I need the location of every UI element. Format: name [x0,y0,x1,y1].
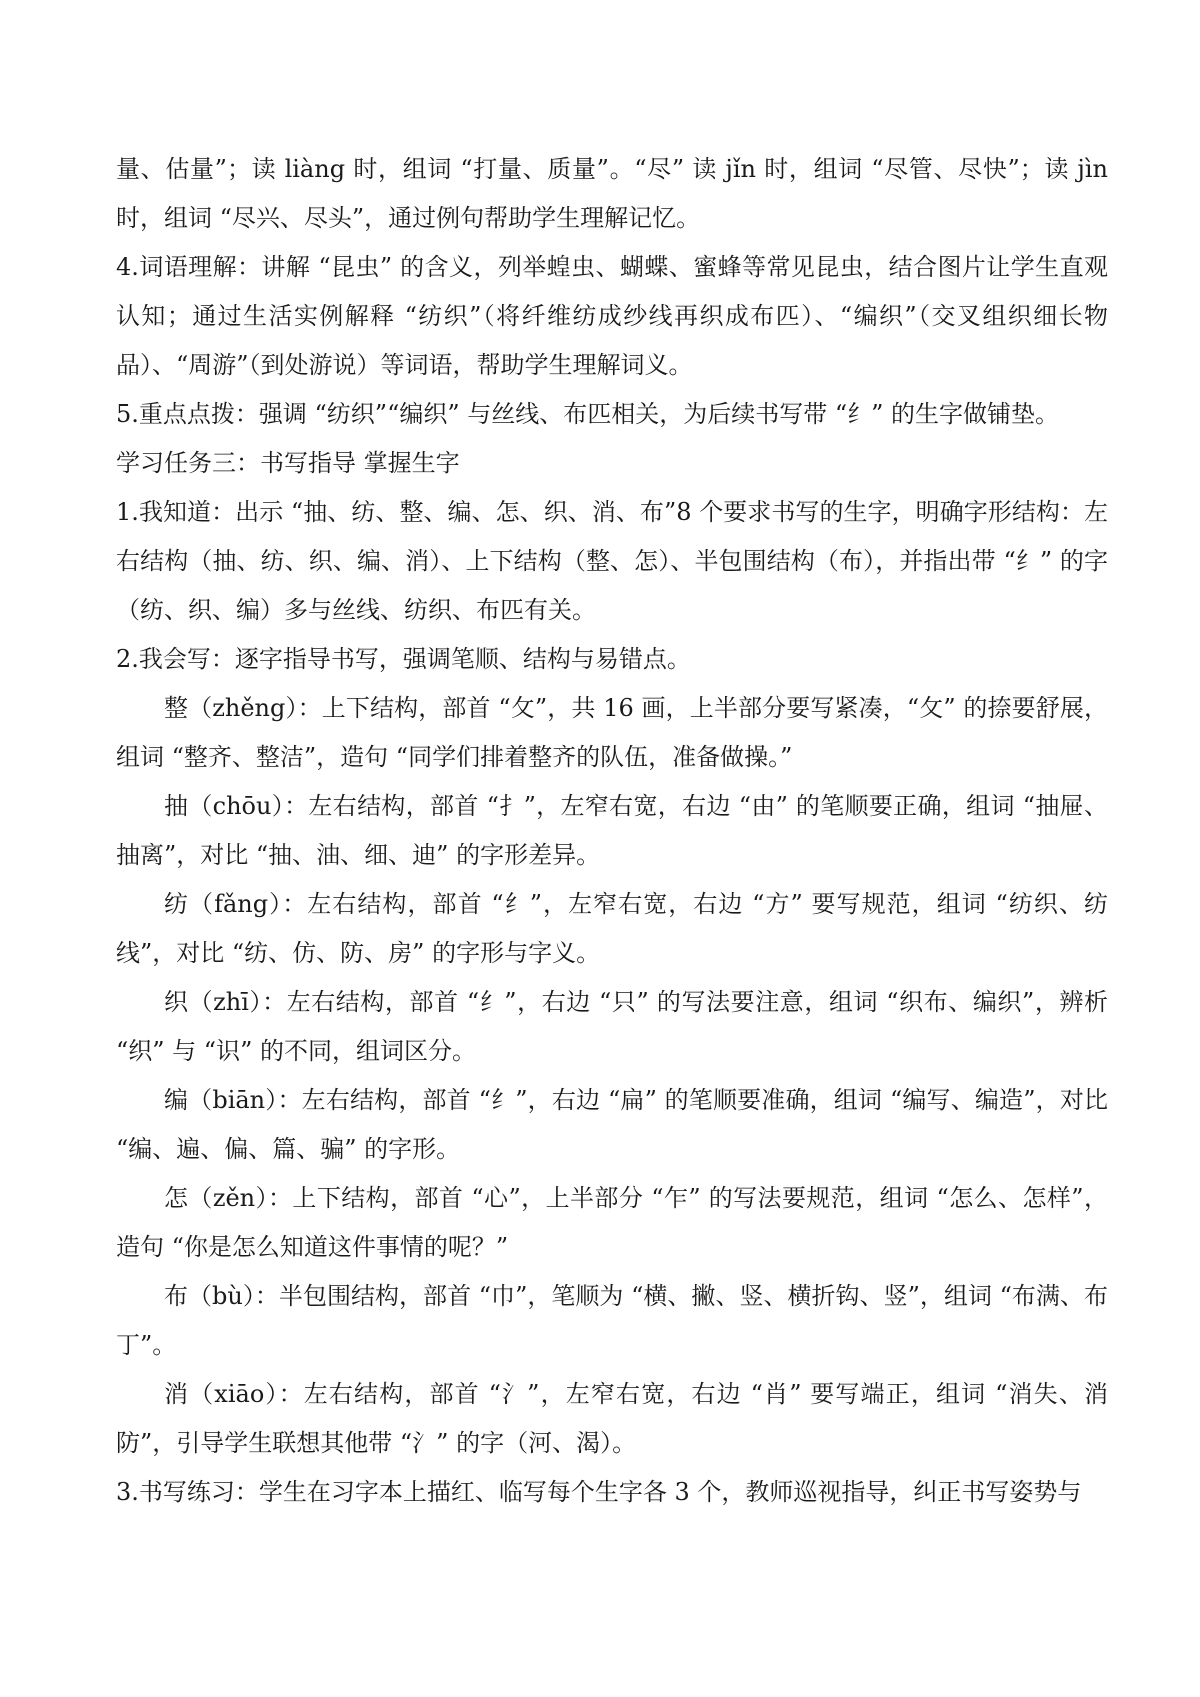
character-entry-bian: 编（biān）：左右结构，部首 “纟”，右边 “扁” 的笔顺要准确，组词 “编写、编造”，对比 “编、遍、偏、篇、骗” 的字形。 [116,1086,1108,1163]
paragraph-key-points: 5.重点点拨：强调 “纺织”“编织” 与丝线、布匹相关，为后续书写带 “纟” 的生字做铺垫。 [116,400,1060,428]
character-entry-fang: 纺（fǎng）：左右结构，部首 “纟”，左窄右宽，右边 “方” 要写规范，组词 “纺织、纺线”，对比 “纺、仿、防、房” 的字形与字义。 [116,890,1108,967]
character-entry-zheng: 整（zhěng）：上下结构，部首 “攵”，共 16 画，上半部分要写紧凑，“攵” 的捺要舒展，组词 “整齐、整洁”，造句 “同学们排着整齐的队伍，准备做操。” [116,694,1108,771]
character-entry-bu: 布（bù）：半包围结构，部首 “巾”，笔顺为 “横、撇、竖、横折钩、竖”，组词 “布满、布丁”。 [116,1282,1108,1359]
document-body [116,145,1108,1517]
character-entry-xiao: 消（xiāo）：左右结构，部首 “氵”，左窄右宽，右边 “肖” 要写端正，组词 “消失、消防”，引导学生联想其他带 “氵” 的字（河、渴）。 [116,1380,1108,1457]
paragraph-pronunciation-tail: 量、估量”；读 liàng 时，组词 “打量、质量”。“尽” 读 jǐn 时，组词 “尽管、尽快”；读 jìn 时，组词 “尽兴、尽头”，通过例句帮助学生理解记忆。 [116,155,1108,232]
paragraph-i-know: 1.我知道：出示 “抽、纺、整、编、怎、织、消、布”8 个要求书写的生字，明确字形结构：左右结构（抽、纺、织、编、消）、上下结构（整、怎）、半包围结构（布），并指出带 “纟” 的字（纺、织、编）多与丝线、纺织、布匹有关。 [116,498,1108,624]
character-entry-chou: 抽（chōu）：左右结构，部首 “扌”，左窄右宽，右边 “由” 的笔顺要正确，组词 “抽屉、抽离”，对比 “抽、油、细、迪” 的字形差异。 [116,792,1108,869]
section-heading-task-three: 学习任务三：书写指导 掌握生字 [116,449,460,477]
paragraph-i-can-write: 2.我会写：逐字指导书写，强调笔顺、结构与易错点。 [116,645,691,673]
paragraph-word-understanding: 4.词语理解：讲解 “昆虫” 的含义，列举蝗虫、蝴蝶、蜜蜂等常见昆虫，结合图片让学生直观认知；通过生活实例解释 “纺织”（将纤维纺成纱线再织成布匹）、“编织”（交叉组织细长物品）、“周游”（到处游说）等词语，帮助学生理解词义。 [116,253,1108,379]
character-entry-zen: 怎（zěn）：上下结构，部首 “心”，上半部分 “乍” 的写法要规范，组词 “怎么、怎样”，造句 “你是怎么知道这件事情的呢？” [116,1184,1108,1261]
paragraph-writing-practice: 3.书写练习：学生在习字本上描红、临写每个生字各 3 个，教师巡视指导，纠正书写姿势与 [116,1478,1082,1506]
character-entry-zhi: 织（zhī）：左右结构，部首 “纟”，右边 “只” 的写法要注意，组词 “织布、编织”，辨析 “织” 与 “识” 的不同，组词区分。 [116,988,1108,1065]
